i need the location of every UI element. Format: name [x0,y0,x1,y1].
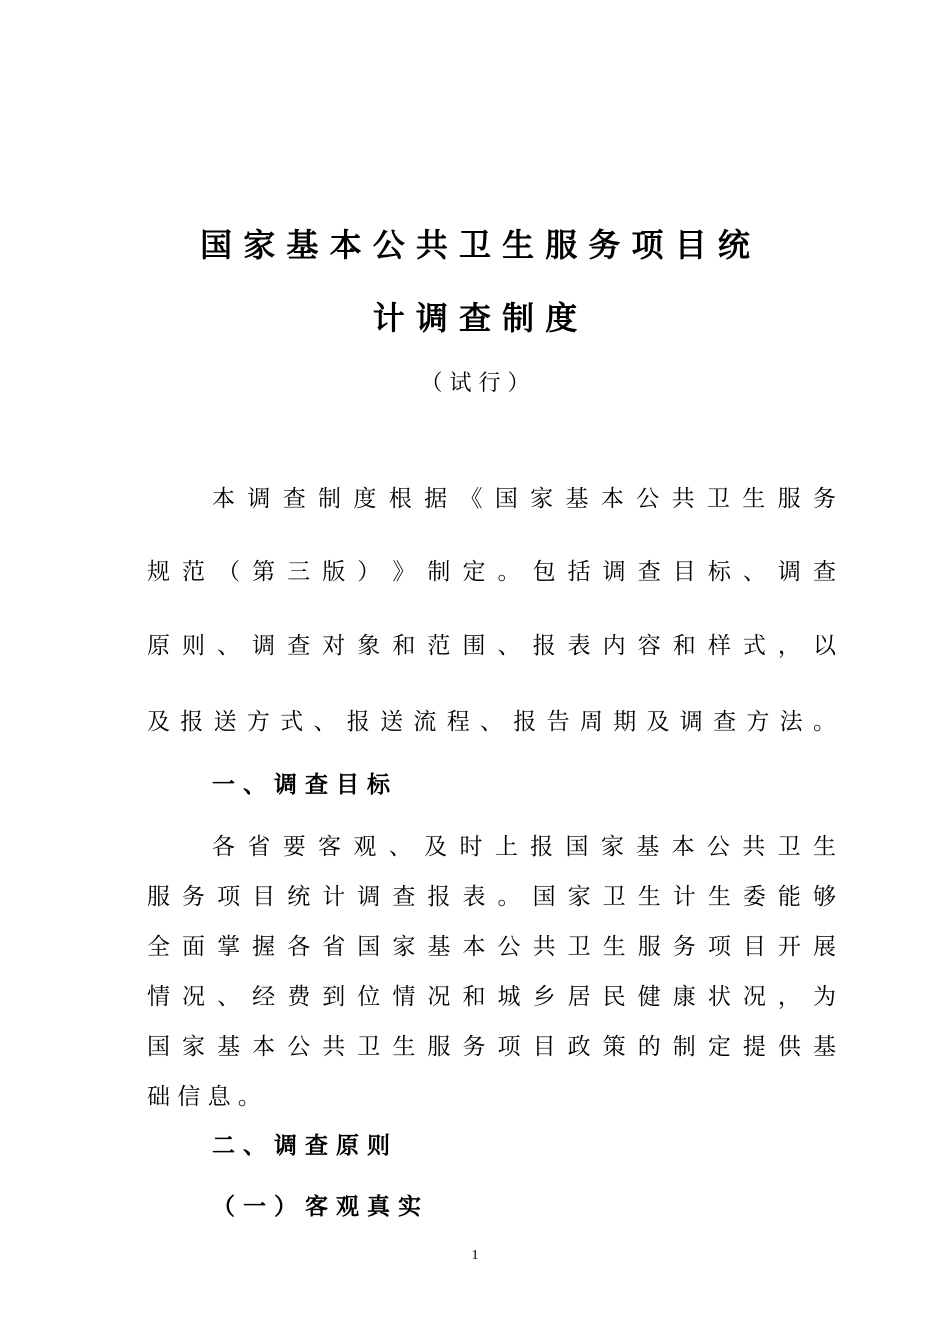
section-heading: 二 、 调 查 原 则 [212,1133,391,1159]
document-title-line-1: 国 家 基 本 公 共 卫 生 服 务 项 目 统 [200,226,750,264]
subsection-heading: （ 一 ） 客 观 真 实 [212,1194,422,1220]
intro-line: 规 范 （ 第 三 版 ） 》 制 定 。 包 括 调 查 目 标 、 调 查 [147,559,836,585]
intro-line: 原 则 、 调 查 对 象 和 范 围 、 报 表 内 容 和 样 式 ， 以 [147,633,836,659]
section-paragraph-line: 情 况 、 经 费 到 位 情 况 和 城 乡 居 民 健 康 状 况 ， 为 [147,984,836,1010]
document-title-line-2: 计 调 查 制 度 [372,299,578,337]
section-paragraph-line: 国 家 基 本 公 共 卫 生 服 务 项 目 政 策 的 制 定 提 供 基 [147,1034,836,1060]
section-paragraph-line: 各 省 要 客 观 、 及 时 上 报 国 家 基 本 公 共 卫 生 [212,834,836,860]
page-number: 1 [471,1248,479,1263]
intro-line: 及 报 送 方 式 、 报 送 流 程 、 报 告 周 期 及 调 查 方 法 。 [147,709,836,735]
section-paragraph-line: 础 信 息 。 [147,1084,261,1110]
section-paragraph-line: 服 务 项 目 统 计 调 查 报 表 。 国 家 卫 生 计 生 委 能 够 [147,884,836,910]
document-subtitle: （ 试 行 ） [420,371,530,396]
section-heading: 一 、 调 查 目 标 [212,772,391,798]
section-paragraph-line: 全 面 掌 握 各 省 国 家 基 本 公 共 卫 生 服 务 项 目 开 展 [147,934,836,960]
intro-line: 本 调 查 制 度 根 据 《 国 家 基 本 公 共 卫 生 服 务 [212,486,836,512]
